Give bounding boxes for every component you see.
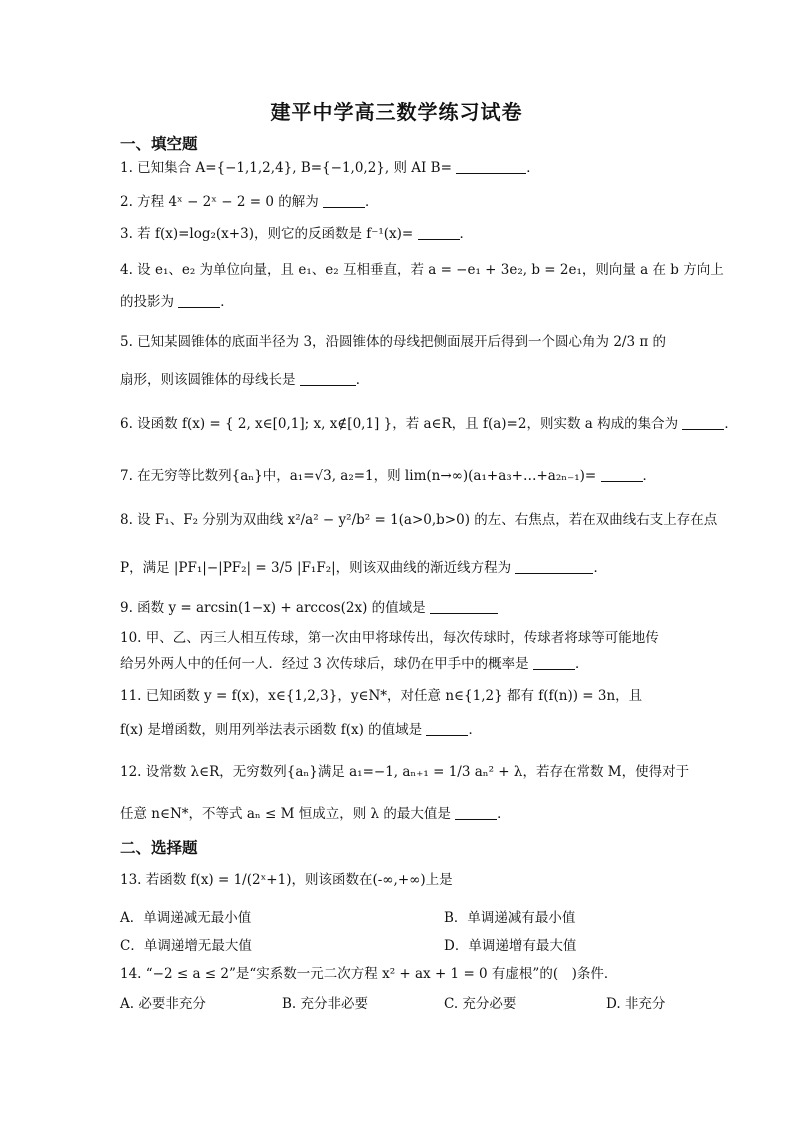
question-9	[120, 598, 680, 618]
question-13	[120, 870, 680, 890]
question-14-text: 14. “−2 ≤ a ≤ 2”是“实系数一元二次方程 x² + ax + 1 = 0 有虚根”的( )条件．	[120, 966, 618, 982]
question-9-text: 9. 函数 y = arcsin(1−x) + arccos(2x) 的值域是	[120, 600, 426, 616]
question-5	[120, 332, 680, 352]
answer-blank	[455, 805, 497, 820]
question-3-text: 3. 若 f(x)=log₂(x+3)，则它的反函数是 f⁻¹(x)=	[120, 226, 414, 242]
question-11	[120, 686, 680, 706]
question-3: 3. 若 f(x)=log₂(x+3)，则它的反函数是 f⁻¹(x)= ．	[120, 226, 474, 242]
question-10-text-line2: 给另外两人中的任何一人．经过 3 次传球后，球仍在甲手中的概率是	[120, 656, 529, 672]
question-1: 1. 已知集合 A={−1,1,2,4}, B={−1,0,2}, 则 AI B= ．	[120, 160, 540, 176]
question-8	[120, 510, 718, 530]
answer-blank	[178, 293, 220, 308]
question-10-text-line1: 10. 甲、乙、丙三人相互传球，第一次由甲将球传出，每次传球时，传球者将球等可能地传	[120, 630, 659, 646]
question-4-text-line1: 4. 设 e₁、e₂ 为单位向量，且 e₁、e₂ 互相垂直，若 a = −e₁ + 3e₂, b = 2e₁，则向量 a 在 b 方向上	[120, 262, 724, 278]
question-5-text-line1: 5. 已知某圆锥体的底面半径为 3，沿圆锥体的母线把侧面展开后得到一个圆心角为 2/3 π 的	[120, 334, 667, 350]
question-12-text-line2: 任意 n∈N*，不等式 aₙ ≤ M 恒成立，则 λ 的最大值是	[120, 806, 451, 822]
question-10	[120, 628, 680, 648]
option-14-c: C. 充分必要	[444, 996, 517, 1012]
option-14-a: A. 必要非充分	[120, 996, 206, 1012]
section-choice: 二、选择题	[120, 838, 198, 857]
answer-blank	[323, 193, 365, 208]
question-12-cont: 任意 n∈N*，不等式 aₙ ≤ M 恒成立，则 λ 的最大值是 ．	[120, 806, 511, 822]
question-12	[120, 762, 690, 782]
question-8-text-line1: 8. 设 F₁、F₂ 分别为双曲线 x²/a² − y²/b² = 1(a>0,b>0) 的左、右焦点，若在双曲线右支上存在点	[120, 512, 718, 528]
question-10-cont: 给另外两人中的任何一人．经过 3 次传球后，球仍在甲手中的概率是 ．	[120, 656, 589, 672]
question-1-text: 1. 已知集合 A={−1,1,2,4}, B={−1,0,2}, 则 AI B=	[120, 160, 452, 176]
question-4-cont: 的投影为 ．	[120, 294, 234, 310]
question-7-text: 7. 在无穷等比数列{aₙ}中，a₁=√3, a₂=1，则 lim(n→∞)(a₁+a₃+…+a₂ₙ₋₁)=	[120, 468, 597, 484]
question-14	[120, 964, 680, 984]
question-5-cont: 扇形，则该圆锥体的母线长是 ．	[120, 372, 370, 388]
answer-blank	[601, 467, 643, 482]
question-7: 7. 在无穷等比数列{aₙ}中，a₁=√3, a₂=1，则 lim(n→∞)(a₁+a₃+…+a₂ₙ₋₁)= ．	[120, 468, 656, 484]
answer-blank	[515, 559, 593, 574]
answer-blank	[300, 371, 356, 386]
question-4	[120, 260, 724, 280]
question-8-cont: P，满足 |PF₁|−|PF₂| = 3/5 |F₁F₂|，则该双曲线的渐近线方程为 ．	[120, 560, 607, 576]
question-6-text: 6. 设函数 f(x) = { 2, x∈[0,1]; x, x∉[0,1] }，若 a∈R，且 f(a)=2，则实数 a 构成的集合为	[120, 416, 679, 432]
answer-blank	[426, 721, 468, 736]
question-8-text-line2: P，满足 |PF₁|−|PF₂| = 3/5 |F₁F₂|，则该双曲线的渐近线方程为	[120, 560, 512, 576]
section-fill-in: 一、填空题	[120, 134, 198, 153]
answer-blank	[456, 159, 526, 174]
option-14-d: D. 非充分	[606, 996, 666, 1012]
option-13-a: A．单调递减无最小值	[120, 910, 252, 926]
question-2: 2. 方程 4ˣ − 2ˣ − 2 = 0 的解为 ．	[120, 194, 379, 210]
question-2-text: 2. 方程 4ˣ − 2ˣ − 2 = 0 的解为	[120, 194, 319, 210]
question-13-text: 13. 若函数 f(x) = 1/(2ˣ+1)，则该函数在(-∞,+∞)上是	[120, 872, 453, 888]
option-13-d: D．单调递增有最大值	[444, 938, 577, 954]
answer-blank	[418, 225, 460, 240]
question-5-text-line2: 扇形，则该圆锥体的母线长是	[120, 372, 296, 388]
option-14-b: B. 充分非必要	[282, 996, 369, 1012]
option-13-b: B．单调递减有最小值	[444, 910, 576, 926]
question-11-cont: f(x) 是增函数，则用列举法表示函数 f(x) 的值域是 ．	[120, 722, 482, 738]
option-13-c: C．单调递增无最大值	[120, 938, 252, 954]
question-11-text-line1: 11. 已知函数 y = f(x)，x∈{1,2,3}，y∈N*，对任意 n∈{1,2} 都有 f(f(n)) = 3n，且	[120, 688, 643, 704]
question-11-text-line2: f(x) 是增函数，则用列举法表示函数 f(x) 的值域是	[120, 722, 423, 738]
question-12-text-line1: 12. 设常数 λ∈R，无穷数列{aₙ}满足 a₁=−1, aₙ₊₁ = 1/3 aₙ² + λ，若存在常数 M，使得对于	[120, 764, 690, 780]
question-6: 6. 设函数 f(x) = { 2, x∈[0,1]; x, x∉[0,1] }，若 a∈R，且 f(a)=2，则实数 a 构成的集合为 ．	[120, 416, 738, 432]
answer-blank	[533, 655, 575, 670]
answer-blank	[682, 415, 724, 430]
answer-blank	[430, 599, 498, 614]
question-4-text-line2: 的投影为	[120, 294, 174, 310]
page-title: 建平中学高三数学练习试卷	[270, 100, 523, 124]
